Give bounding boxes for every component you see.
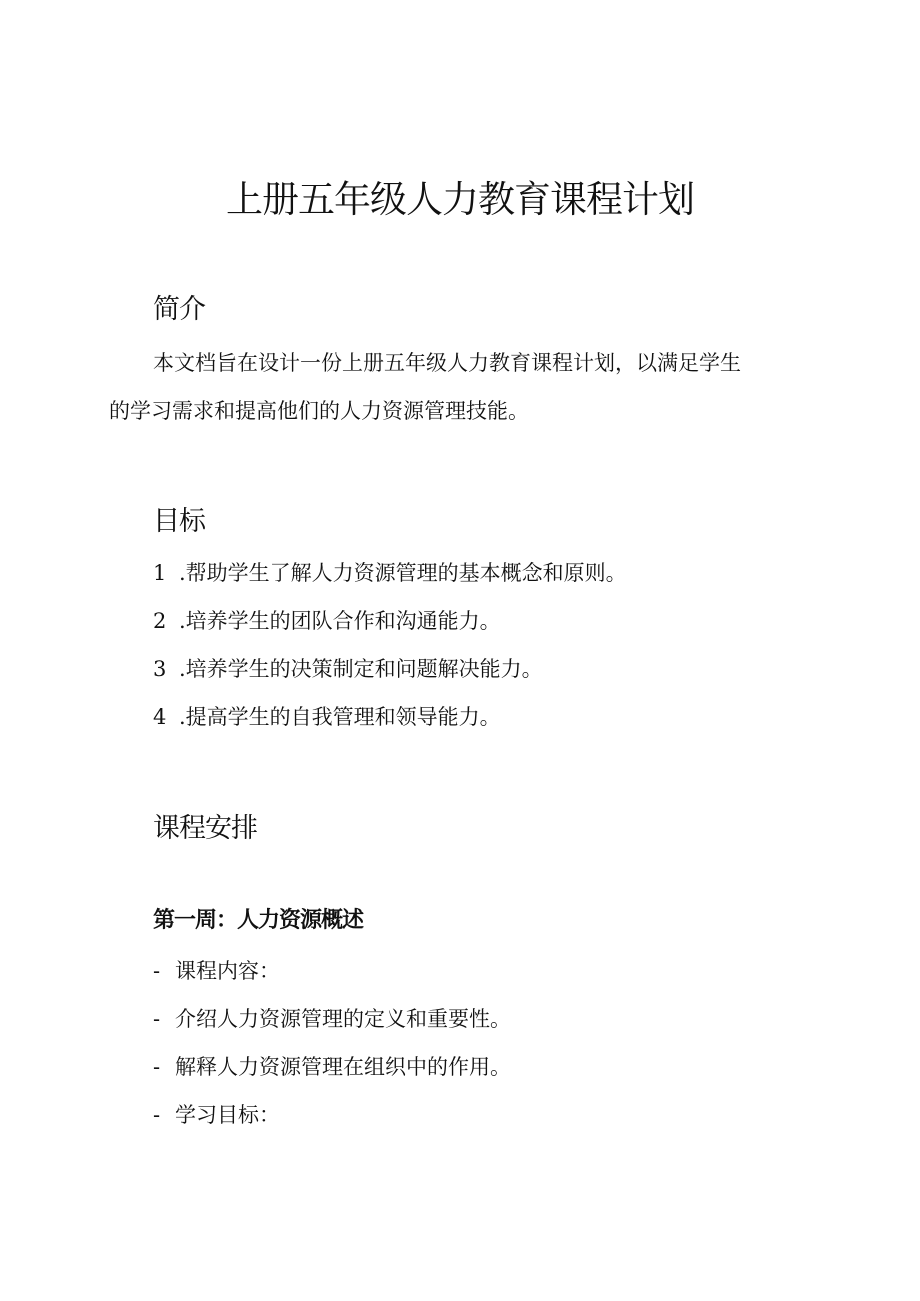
section-heading-intro: 简介 bbox=[153, 294, 205, 325]
goal-number: 3 bbox=[153, 657, 167, 681]
dash-marker: - bbox=[153, 959, 161, 983]
bullet-text: 学习目标： bbox=[175, 1103, 280, 1127]
goal-number: 4 bbox=[153, 705, 167, 729]
document-title: 上册五年级人力教育课程计划 bbox=[226, 178, 694, 221]
intro-paragraph-line-1: 本文档旨在设计一份上册五年级人力教育课程计划，以满足学生 bbox=[153, 351, 741, 375]
goal-item bbox=[153, 702, 501, 732]
goal-item bbox=[153, 558, 627, 588]
dash-marker: - bbox=[153, 1007, 161, 1031]
section-heading-goals: 目标 bbox=[153, 506, 205, 537]
dash-marker: - bbox=[153, 1103, 161, 1127]
intro-paragraph-line-2: 的学习需求和提高他们的人力资源管理技能。 bbox=[109, 399, 529, 423]
week-1-title: 第一周：人力资源概述 bbox=[153, 908, 364, 933]
goal-number: 1 bbox=[153, 561, 167, 585]
goal-text: .培养学生的团队合作和沟通能力。 bbox=[179, 609, 501, 633]
bullet-item bbox=[153, 1100, 280, 1130]
bullet-text: 课程内容： bbox=[175, 959, 280, 983]
bullet-text: 解释人力资源管理在组织中的作用。 bbox=[175, 1055, 511, 1079]
goal-item bbox=[153, 606, 501, 636]
bullet-text: 介绍人力资源管理的定义和重要性。 bbox=[175, 1007, 511, 1031]
goal-text: .帮助学生了解人力资源管理的基本概念和原则。 bbox=[179, 561, 627, 585]
goal-item bbox=[153, 654, 543, 684]
bullet-item bbox=[153, 956, 280, 986]
section-heading-schedule: 课程安排 bbox=[153, 813, 257, 844]
goal-text: .培养学生的决策制定和问题解决能力。 bbox=[179, 657, 543, 681]
goal-text: .提高学生的自我管理和领导能力。 bbox=[179, 705, 501, 729]
bullet-item bbox=[153, 1004, 511, 1034]
goal-number: 2 bbox=[153, 609, 167, 633]
bullet-item bbox=[153, 1052, 511, 1082]
dash-marker: - bbox=[153, 1055, 161, 1079]
